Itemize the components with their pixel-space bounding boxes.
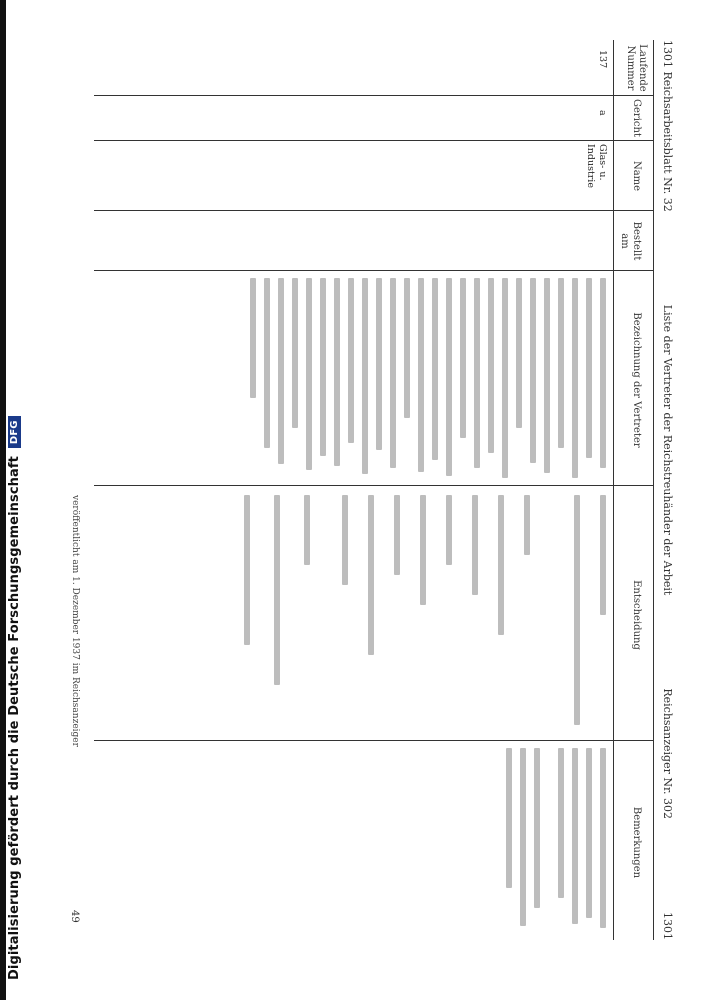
- text-line: [292, 278, 298, 428]
- text-line: [306, 278, 312, 470]
- page-number: 49: [69, 910, 80, 923]
- text-line: [530, 278, 536, 463]
- col-divider-2: [94, 140, 654, 141]
- text-line: [368, 495, 374, 655]
- text-line: [432, 278, 438, 460]
- text-line: [544, 278, 550, 473]
- text-line: [376, 278, 382, 450]
- col-head-7: Bemerkungen: [631, 806, 642, 879]
- text-line: [460, 278, 466, 438]
- text-line: [524, 495, 530, 555]
- text-line: [274, 495, 280, 685]
- text-line: [472, 495, 478, 595]
- row-name: Glas- u. Industrie: [585, 144, 608, 188]
- col-head-5: Bezeichnung der Vertreter: [631, 312, 642, 448]
- scanned-page: [40, 40, 680, 940]
- col-head-6: Entscheidung: [631, 580, 642, 650]
- text-line: [574, 495, 580, 725]
- text-line: [572, 278, 578, 478]
- dfg-credit-text: Digitalisierung gefördert durch die Deutsche Forschungsgemeinschaft: [6, 456, 22, 980]
- dfg-credit: [2, 0, 26, 1000]
- text-line: [520, 748, 526, 926]
- text-line: [600, 495, 606, 615]
- text-line: [320, 278, 326, 456]
- text-line: [558, 278, 564, 448]
- row-number: 137: [597, 50, 608, 69]
- text-line: [600, 748, 606, 928]
- row-col-a: a: [597, 110, 608, 116]
- text-line: [418, 278, 424, 472]
- header-center: Liste der Vertreter der Reichstreuhänder der Arbeit: [661, 304, 675, 596]
- col-divider-3: [94, 210, 654, 211]
- text-line: [264, 278, 270, 448]
- col-divider-6: [94, 740, 654, 741]
- text-line: [304, 495, 310, 565]
- text-line: [558, 748, 564, 898]
- rule-head: [613, 40, 614, 940]
- text-line: [600, 278, 606, 468]
- text-line: [250, 278, 256, 398]
- text-line: [446, 278, 452, 476]
- page-header: [656, 40, 680, 940]
- text-line: [534, 748, 540, 908]
- dfg-logo: DFG: [8, 416, 21, 448]
- text-line: [342, 495, 348, 585]
- text-line: [362, 278, 368, 474]
- text-line: [488, 278, 494, 453]
- text-line: [394, 495, 400, 575]
- col-head-3: Name: [631, 160, 642, 192]
- text-line: [446, 495, 452, 565]
- text-line: [498, 495, 504, 635]
- text-line: [572, 748, 578, 924]
- header-left: 1301 Reichsarbeitsblatt Nr. 32: [661, 40, 675, 212]
- col-head-2: Gericht: [631, 99, 642, 137]
- text-line: [474, 278, 480, 468]
- text-line: [516, 278, 522, 428]
- text-line: [278, 278, 284, 464]
- col-head-1: Laufende Nummer: [625, 44, 648, 92]
- text-line: [502, 278, 508, 478]
- text-line: [586, 278, 592, 458]
- text-line: [244, 495, 250, 645]
- text-line: [404, 278, 410, 418]
- rule-top: [653, 40, 654, 940]
- text-line: [586, 748, 592, 918]
- col-divider-1: [94, 95, 654, 96]
- col-divider-4: [94, 270, 654, 271]
- col-divider-5: [94, 485, 654, 486]
- text-line: [420, 495, 426, 605]
- col-head-4: Bestellt am: [619, 221, 642, 261]
- text-line: [390, 278, 396, 468]
- text-line: [506, 748, 512, 888]
- footnote: veröffentlicht am 1. Dezember 1937 im Reichsanzeiger: [70, 495, 80, 747]
- text-line: [348, 278, 354, 443]
- header-right-center: Reichsanzeiger Nr. 302: [661, 688, 675, 819]
- header-right: 1301: [661, 912, 675, 940]
- side-strip: [0, 0, 28, 1000]
- text-line: [334, 278, 340, 466]
